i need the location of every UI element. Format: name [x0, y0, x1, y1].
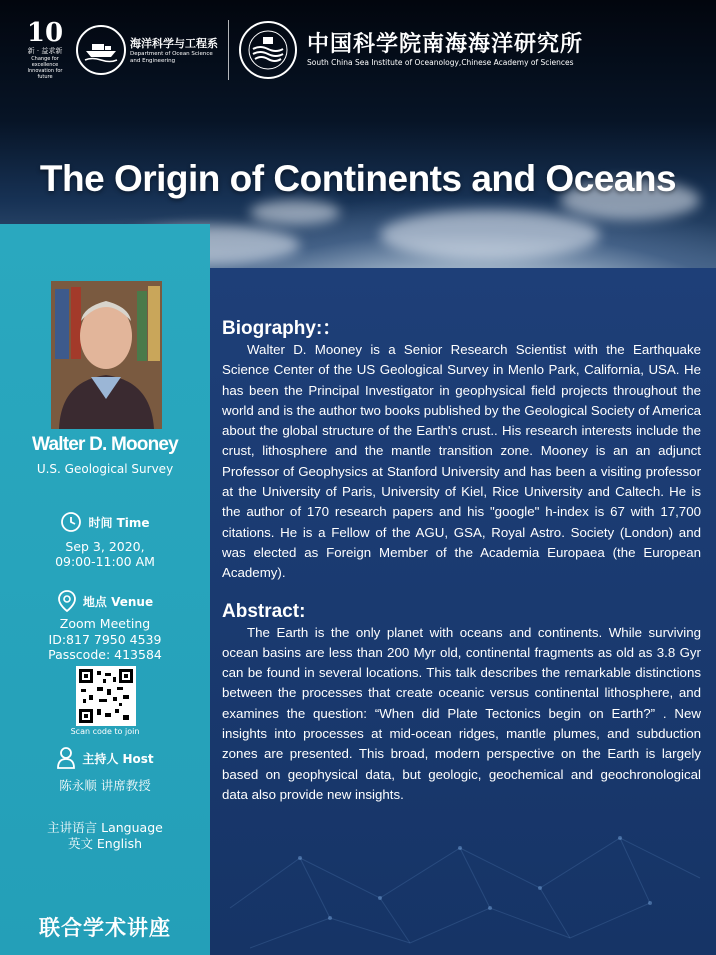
event-date: Sep 3, 2020,: [65, 539, 145, 554]
main-content-panel: [210, 268, 716, 955]
meeting-id: ID:817 7950 4539: [48, 632, 162, 647]
biography-heading: Biography:：: [222, 318, 342, 339]
host-label: 主持人 Host: [0, 746, 210, 770]
language-label: 主讲语言 Language: [47, 820, 163, 835]
time-label: 时间 Time: [0, 511, 210, 533]
speaker-affiliation: U.S. Geological Survey: [36, 462, 174, 476]
lecture-details: [222, 318, 701, 805]
event-hours: 09:00-11:00 AM: [55, 554, 155, 569]
biography-text: Walter D. Mooney is a Senior Research Scientist with the Earthquake Science Center of the US Geological Survey in Menlo Park, California, USA. He has been the Principal Investigator in geophysical field projects throughout the world and is the author two books published by the Geological Society of America about the global structure of the Earth's crust.. His research interests include the crust, lithosphere and the mantle transition zone. Mooney is an an adjunct Professor of Geophysics at Stanford University and has been a visiting professor at the University of Paris, University of Kiel, Rice University and Caltech. He is the author of 170 research papers and his "google" h-index is 67 with 17,700 citations. He is a Fellow of the AGU, GSA, Royal Astro. Society (London) and was elected as Foreign Member of the Academia Europaea (the European Academy).: [222, 342, 701, 581]
speaker-name: Walter D. Mooney: [32, 434, 178, 455]
anniversary-logo: 10 新 · 益求新 Change for excellence Innovation for future: [26, 18, 64, 80]
speaker-photo: [51, 281, 162, 429]
lecture-series-label: 联合学术讲座: [39, 916, 171, 940]
abstract-text: The Earth is the only planet with oceans and continents. While surviving ocean basins are less than 200 Myr old, continental fragments as old as 3.8 Gyr can be found in several locations. This talk describes the remarkable distinctions between the processes that create oceanic versus continental lithosphere, and examines the question: “When did Plate Tectonics begin on Earth?” . New insights into processes at mid-ocean ridges, mantle plumes, and subduction zones are presented. This broad, modern perspective on the Earth is largely based on geophysical data, but geologic, geochemical and geochronological data also provide new insights.: [222, 624, 701, 802]
venue-platform: Zoom Meeting: [59, 616, 151, 631]
meeting-qr-code[interactable]: [76, 666, 136, 726]
qr-caption: Scan code to join: [70, 727, 140, 736]
department-logo: 海洋科学与工程系 Department of Ocean Science and Engineering: [76, 25, 218, 75]
institute-emblem-icon: [239, 21, 297, 79]
logo-row: 10 新 · 益求新 Change for excellence Innovation for future 海洋科学与工程系 Department of Ocean Science and Engineering 中国科学院南海海洋研究所 South China Sea Institute of Oceanology,Chinese Academy of Sciences: [20, 18, 583, 82]
ship-emblem-icon: [76, 25, 126, 75]
meeting-passcode: Passcode: 413584: [48, 647, 162, 662]
venue-label: 地点 Venue: [0, 589, 210, 613]
sidebar: [0, 224, 210, 955]
person-icon: [56, 746, 76, 770]
abstract-heading: Abstract:: [222, 600, 306, 622]
logo-divider: [228, 20, 229, 80]
language-value: 英文 English: [67, 836, 143, 851]
clock-icon: [60, 511, 82, 533]
lecture-title: The Origin of Continents and Oceans: [39, 158, 677, 199]
location-pin-icon: [57, 589, 77, 613]
host-name: 陈永顺 讲席教授: [59, 778, 151, 793]
